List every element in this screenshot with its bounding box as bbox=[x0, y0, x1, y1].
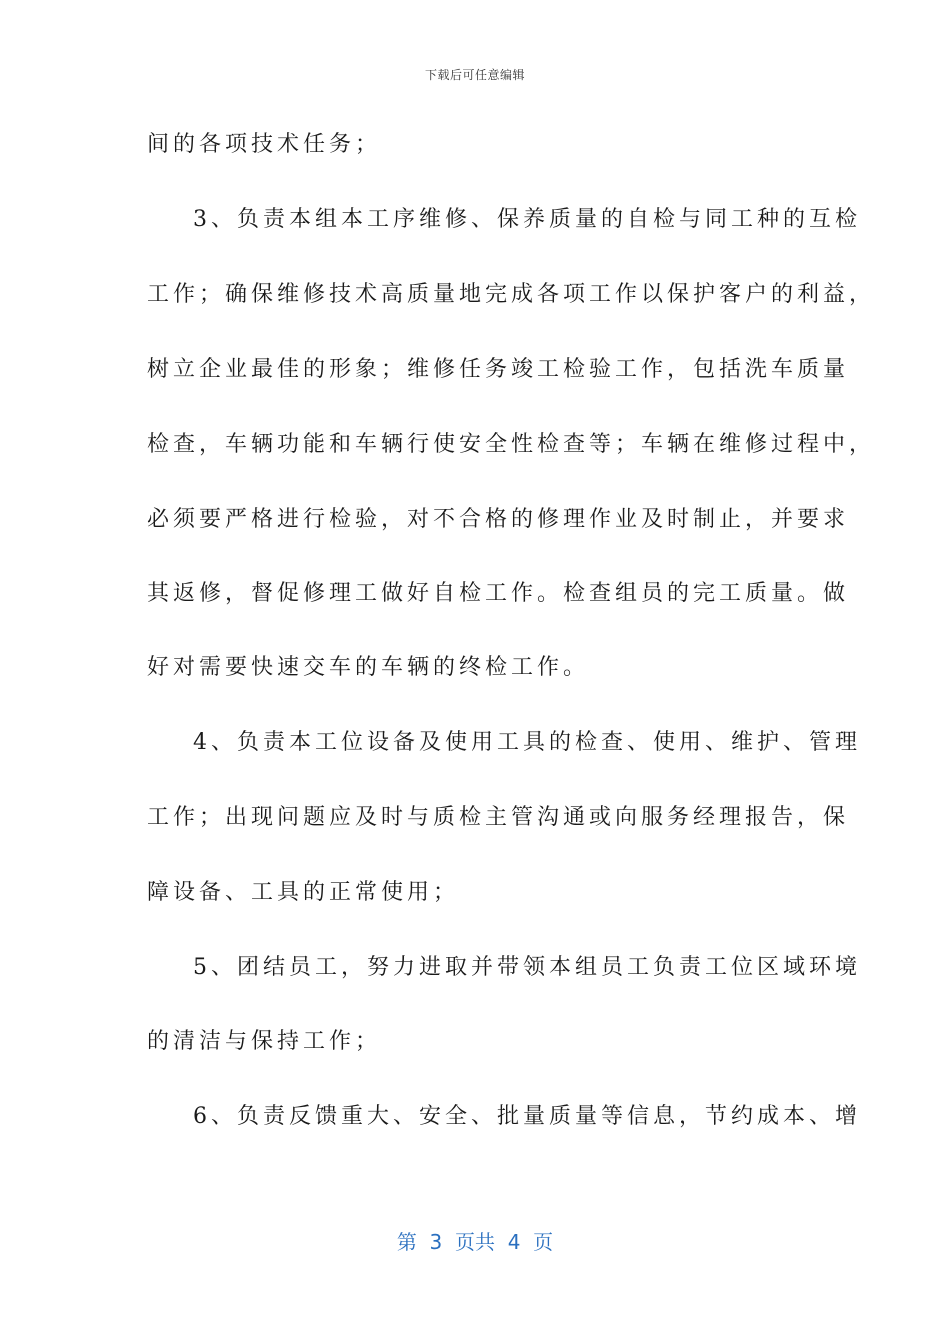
text-line: 必须要严格进行检验，对不合格的修理作业及时制止，并要求 bbox=[147, 507, 850, 532]
text-line: 3、负责本组本工序维修、保养质量的自检与同工种的互检 bbox=[193, 207, 861, 232]
page-header: 下载后可任意编辑 bbox=[424, 68, 525, 82]
text-line: 5、团结员工，努力进取并带领本组员工负责工位区域环境 bbox=[193, 955, 861, 980]
text-line: 好对需要快速交车的车辆的终检工作。 bbox=[147, 655, 590, 680]
text-line: 间的各项技术任务； bbox=[147, 132, 382, 157]
text-line: 工作；出现问题应及时与质检主管沟通或向服务经理报告，保 bbox=[147, 805, 850, 830]
text-line: 6、负责反馈重大、安全、批量质量等信息，节约成本、增 bbox=[193, 1104, 861, 1129]
text-line: 工作；确保维修技术高质量地完成各项工作以保护客户的利益， bbox=[147, 282, 876, 307]
text-line: 树立企业最佳的形象；维修任务竣工检验工作，包括洗车质量 bbox=[147, 357, 850, 382]
text-line: 障设备、工具的正常使用； bbox=[147, 880, 460, 905]
text-line: 4、负责本工位设备及使用工具的检查、使用、维护、管理 bbox=[193, 730, 861, 755]
text-line: 其返修，督促修理工做好自检工作。检查组员的完工质量。做 bbox=[147, 581, 850, 606]
text-line: 检查，车辆功能和车辆行使安全性检查等；车辆在维修过程中， bbox=[147, 432, 876, 457]
page-number: 第 3 页共 4 页 bbox=[396, 1230, 554, 1254]
text-line: 的清洁与保持工作； bbox=[147, 1029, 382, 1054]
